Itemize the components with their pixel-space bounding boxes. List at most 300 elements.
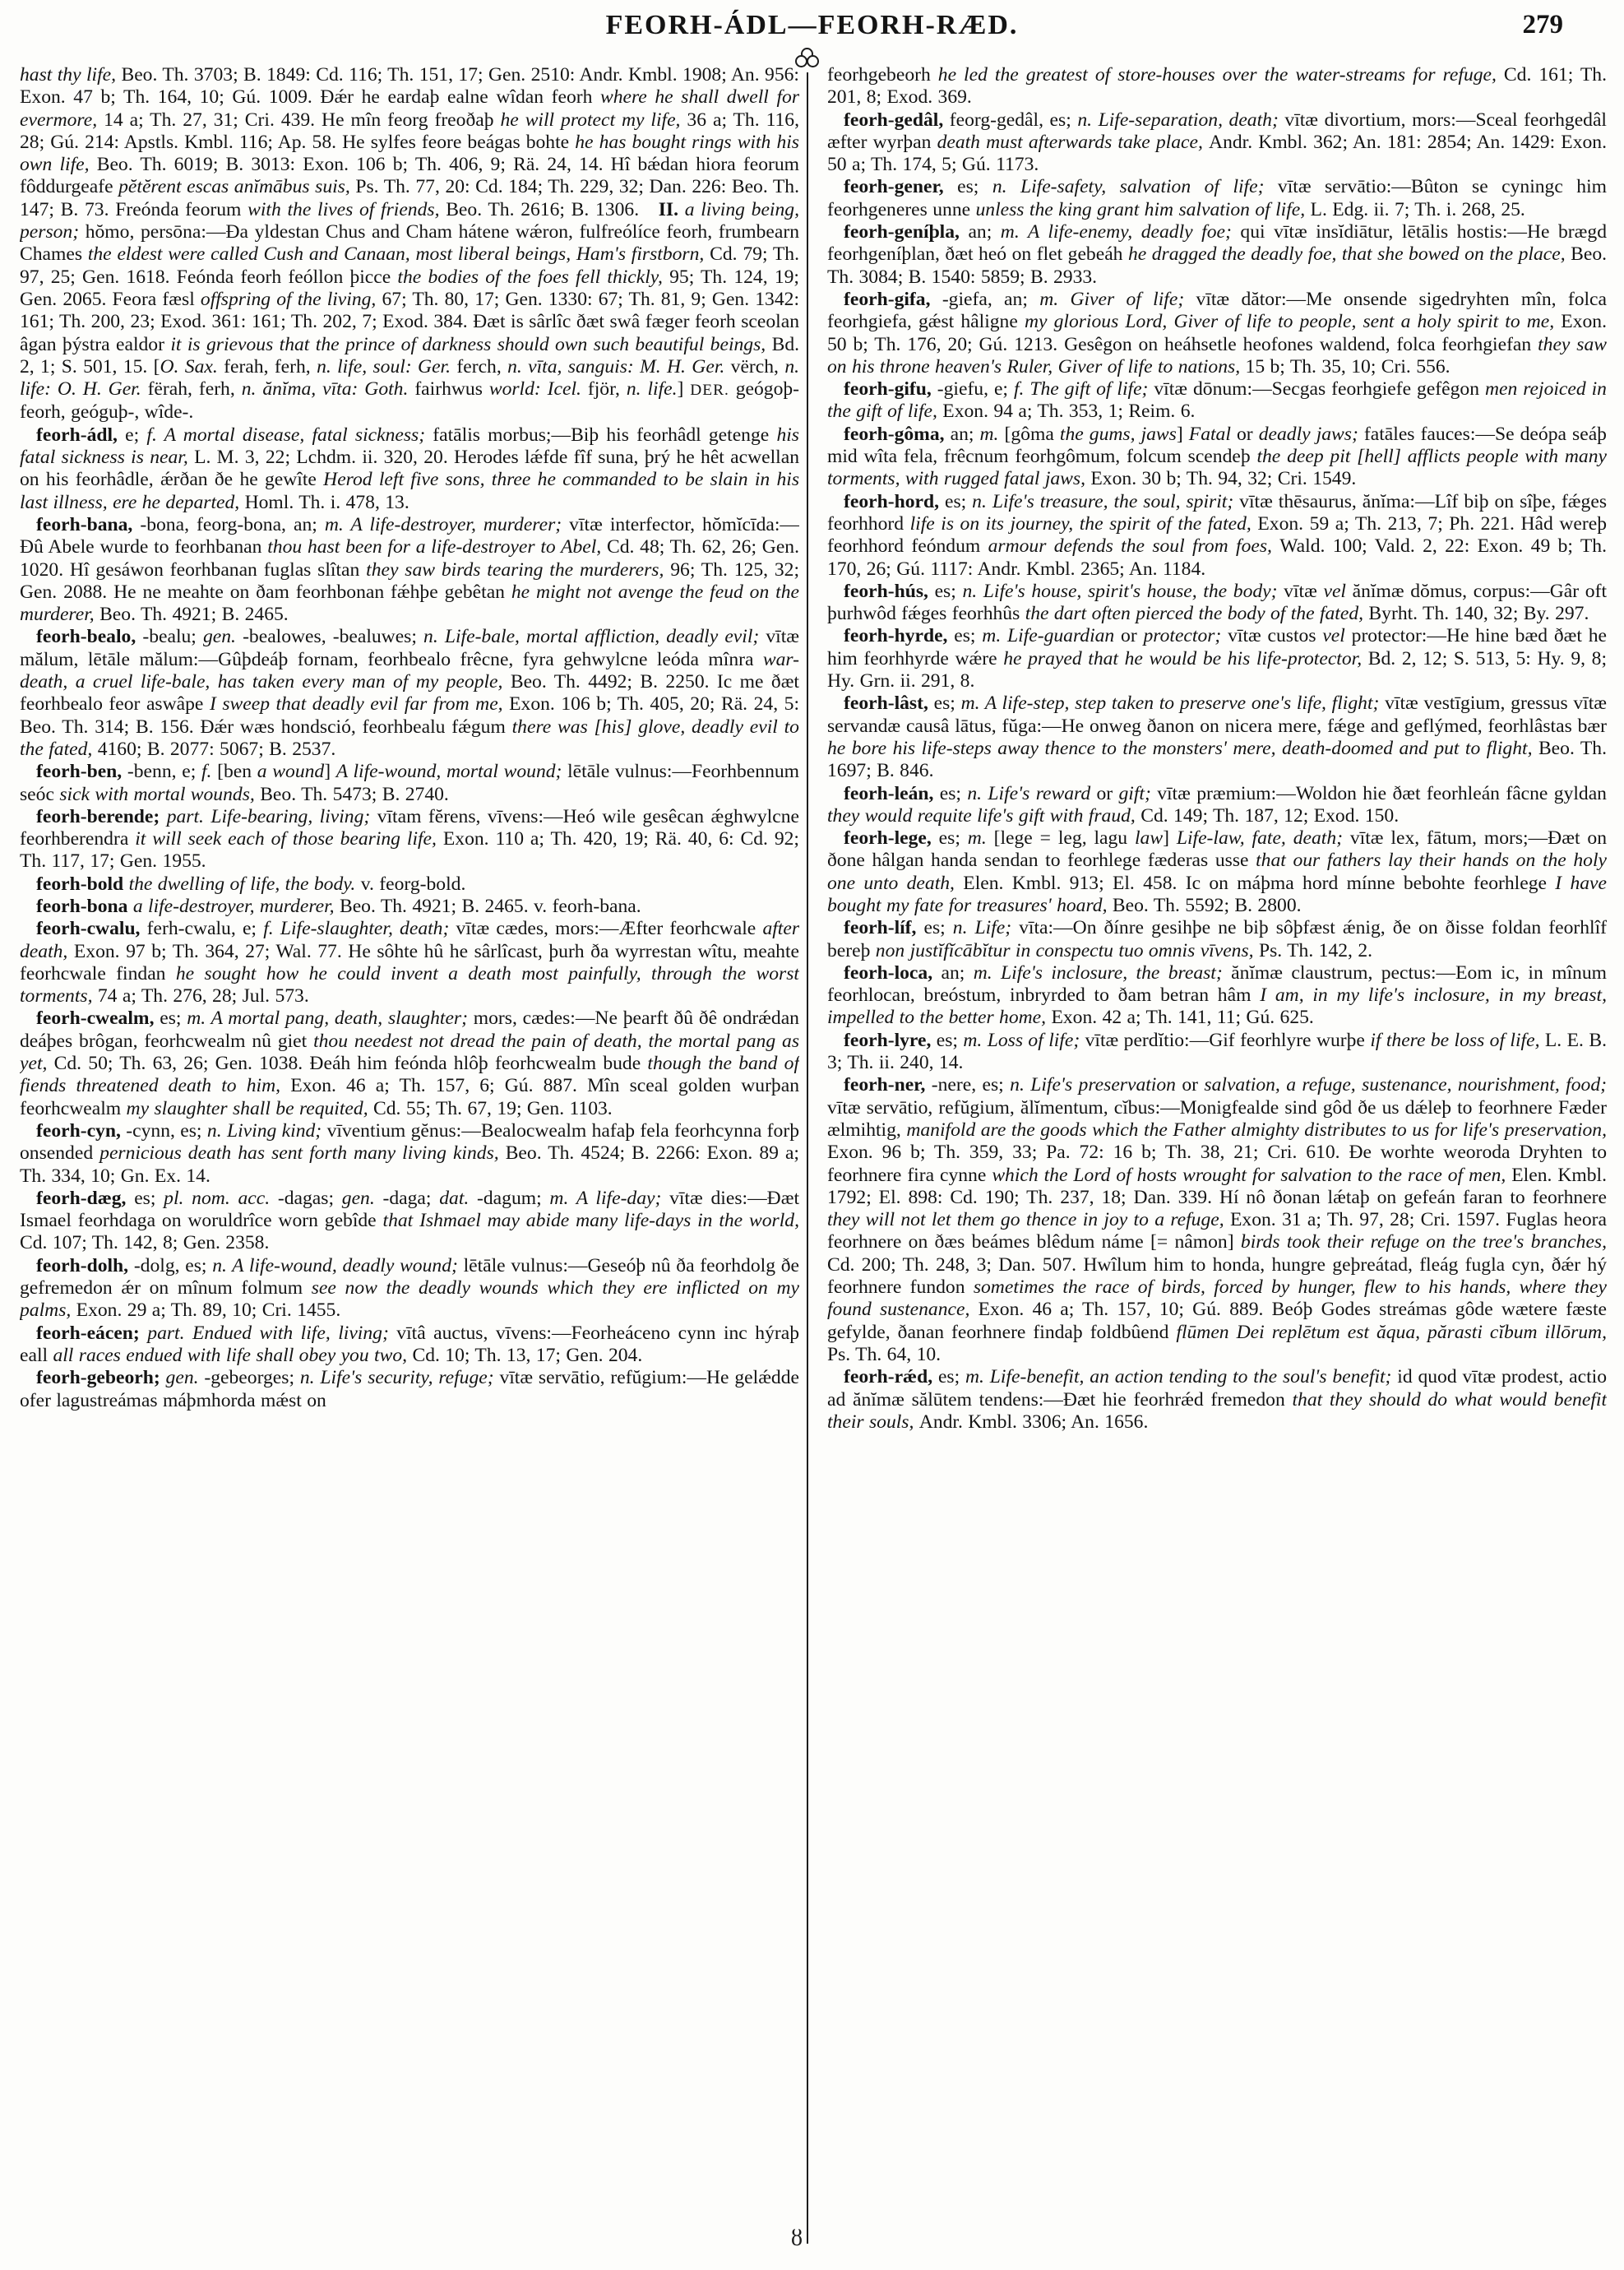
- text-segment: where he shall dwell for evermore,: [20, 86, 799, 131]
- text-segment: it will seek each of those bearing life,: [135, 828, 443, 850]
- text-segment: all races endued with life shall obey you two,: [53, 1344, 413, 1366]
- text-segment: they would requite life's gift with fraud,: [827, 804, 1141, 827]
- text-segment: m. Giver of life;: [1039, 288, 1196, 310]
- text-segment: n. A life-wound, deadly wound;: [212, 1254, 464, 1276]
- text-segment: Exon. 31 a; Th. 97, 28; Cri. 1597. Fuglas heora feorhnere on ðæs beámes blêdum náme [= nâmon]: [827, 1209, 1607, 1253]
- text-segment: es;: [936, 1029, 964, 1051]
- text-segment: es;: [934, 580, 963, 602]
- text-segment: Exon. 96 b; Th. 359, 33; Pa. 72: 16 b; Th. 38, 21; Cri. 610. Ðe worhte weoroda Dryhten to feorhnere fira cynne: [827, 1142, 1607, 1186]
- text-segment: ]: [1163, 827, 1177, 850]
- text-segment: law: [1135, 827, 1164, 850]
- text-segment: Andr. Kmbl. 362; An. 181: 2854; An. 1429: Exon. 50 a; Th. 174, 5; Gú. 1173.: [827, 131, 1607, 176]
- text-segment: manifold are the goods which the Father almighty distributes to us for life's preservation,: [906, 1119, 1607, 1141]
- text-segment: hast thy life,: [20, 64, 122, 86]
- text-segment: pĕtĕrent escas anĭmābus suis,: [118, 176, 356, 198]
- text-segment: Cd. 161; Th. 201, 8; Exod. 369.: [827, 64, 1607, 109]
- text-segment: feorh-lyre,: [844, 1029, 937, 1051]
- text-segment: f. A mortal disease, fatal sickness;: [146, 424, 433, 446]
- text-segment: n. life: O. H. Ger.: [20, 355, 799, 401]
- text-segment: offspring of the living,: [200, 288, 382, 310]
- text-segment: if there be loss of life,: [1370, 1029, 1545, 1051]
- text-segment: A life-wound, mortal wound;: [335, 761, 568, 783]
- text-segment: his fatal sickness is near,: [20, 424, 799, 469]
- text-segment: 36 a; Th. 116, 28; Gú. 214: Apstls. Kmbl. 116; Ap. 58. He sylfes feore beágas bohte: [20, 109, 799, 153]
- text-segment: m. Loss of life;: [963, 1029, 1085, 1051]
- text-segment: n. life, soul: Ger.: [317, 355, 457, 378]
- text-segment: vītæ: [1284, 580, 1324, 602]
- text-segment: m. A mortal pang, death, slaughter;: [187, 1008, 474, 1030]
- text-segment: vītæ dător:—Me onsende sigedryhten mîn, folca feorhgiefa, gǽst hâligne: [827, 288, 1607, 333]
- entry-feorh-bold: [20, 873, 799, 896]
- text-segment: vel: [1323, 580, 1353, 602]
- entry-feorh-daeg: [20, 1188, 799, 1255]
- text-segment: a living being, person;: [20, 198, 799, 243]
- text-segment: Beo. Th. 6019; B. 3013: Exon. 106 b; Th. 406, 9; Rä. 24, 14. Hî bǽdan hiora feorum fôddurgeafe: [20, 154, 799, 198]
- text-segment: n. Life;: [952, 917, 1020, 939]
- text-segment: hŏmo, persōna:—Ða yldestan Chus and Cham hátene wǽron, fulfreólíce feorh, frumbearn Chames: [20, 221, 799, 266]
- text-segment: the bodies of the foes fell thickly,: [397, 266, 670, 288]
- entry-feorh-gifa: [827, 289, 1607, 378]
- text-segment: feorh-lege,: [844, 827, 939, 850]
- text-segment: vīta:—On ðínre gesihþe ne biþ sôþfæst ǽnig, ðe on ðisse foldan feorhlîf bereþ: [827, 917, 1607, 961]
- column-left: [20, 64, 799, 2252]
- text-segment: feorh-líf,: [844, 917, 924, 939]
- text-segment: he bore his life-steps away thence to the monsters' mere, death-doomed and put to flight,: [827, 737, 1538, 759]
- text-segment: es;: [933, 693, 961, 715]
- entry-feorh-gebeorh: [20, 1367, 799, 1412]
- text-segment: Cd. 149; Th. 187, 12; Exod. 150.: [1141, 804, 1400, 827]
- text-segment: feorh-geníþla,: [844, 221, 969, 243]
- entry-feorh-loca: [827, 962, 1607, 1030]
- text-segment: vërch,: [730, 355, 785, 378]
- text-segment: death must afterwards take place,: [937, 131, 1210, 153]
- text-segment: -dagum;: [477, 1187, 550, 1209]
- text-segment: protector:—He hine bæd ðæt he him feorhhyrde wǽre: [827, 625, 1607, 669]
- text-segment: vītæ servātio:—Bûton se cyningc him feorhgeneres unne: [827, 176, 1607, 220]
- text-segment: the dart often pierced the body of the fated,: [1025, 603, 1369, 625]
- entry-feorh-hord: [827, 491, 1607, 581]
- running-head: [0, 10, 1624, 46]
- text-segment: Fatal: [1188, 423, 1237, 445]
- text-segment: fërah, ferh,: [147, 378, 242, 401]
- text-segment: there was [his] glove, deadly evil to the fated,: [20, 716, 799, 760]
- text-segment: feorh-gener,: [844, 176, 958, 198]
- text-segment: feorh-gifa,: [844, 288, 942, 310]
- text-segment: v. feorg-bold.: [360, 873, 466, 895]
- text-segment: birds took their refuge on the tree's branches,: [1240, 1231, 1607, 1253]
- text-segment: feorh-cyn,: [36, 1119, 127, 1142]
- text-segment: a wound: [257, 761, 325, 783]
- text-segment: ferah, ferh,: [224, 355, 317, 378]
- text-segment: es;: [944, 490, 973, 512]
- text-segment: n. Living kind;: [206, 1119, 327, 1142]
- entry-feorh-bealo: [20, 626, 799, 761]
- text-segment: Exon. 29 a; Th. 89, 10; Cri. 1455.: [76, 1299, 341, 1322]
- text-segment: feorh-cwealm,: [36, 1008, 160, 1030]
- text-segment: feorh-hord,: [844, 490, 945, 512]
- text-segment: an;: [950, 423, 980, 445]
- text-segment: -dolg, es;: [133, 1254, 213, 1276]
- entry-feorh-continued: [20, 64, 799, 424]
- text-segment: Ps. Th. 64, 10.: [827, 1343, 942, 1365]
- text-segment: m. A life-day;: [549, 1187, 670, 1209]
- text-segment: Ps. Th. 77, 20: Cd. 184; Th. 229, 32; Dan. 226: Beo. Th. 147; B. 73. Freónda feorum: [20, 176, 799, 220]
- text-segment: I am, in my life's inclosure, in my breast, impelled to the better home,: [827, 984, 1607, 1029]
- text-segment: ănĭmæ dŏmus, corpus:—Gâr oft þurhwôd fǽges feorhhûs: [827, 580, 1607, 625]
- text-segment: or: [1182, 1074, 1205, 1096]
- text-segment: feorhgebeorh: [827, 64, 938, 86]
- text-segment: m. A life-step, step taken to preserve one's life, flight;: [960, 693, 1386, 715]
- entry-feorh-cyn: [20, 1120, 799, 1188]
- text-segment: feorh-bold: [36, 873, 129, 895]
- text-segment: -benn, e;: [127, 761, 201, 783]
- text-segment: fairhwus: [414, 378, 489, 401]
- text-segment: -giefa, an;: [942, 288, 1040, 310]
- text-segment: ferh-cwalu, e;: [146, 918, 264, 940]
- text-segment: Exon. 97 b; Th. 364, 27; Wal. 77. He sôhte hû he sârlîcast, þurh ða wyrrestan wîtu, meahte feorhcwale findan: [20, 940, 799, 984]
- text-segment: Andr. Kmbl. 3306; An. 1656.: [918, 1411, 1149, 1433]
- text-segment: the dwelling of life, the body.: [128, 873, 361, 895]
- text-segment: vītæ divortium, mors:—Sceal feorhgedâl æfter wyrþan: [827, 109, 1607, 153]
- text-segment: 4160; B. 2077: 5067; B. 2537.: [97, 738, 336, 760]
- text-segment: fatālis morbus;—Biþ his feorhâdl getenge: [433, 424, 777, 446]
- text-segment: the gums, jaws: [1059, 423, 1177, 445]
- text-segment: id quod vītæ prodest, actio ad ănĭmæ sălūtem tendens:—Ðæt hie feorhrǽd fremedon: [827, 1366, 1607, 1411]
- text-segment: part. Life-bearing, living;: [166, 805, 377, 827]
- text-segment: ]: [324, 761, 336, 783]
- text-segment: vītæ custos: [1228, 625, 1323, 647]
- text-segment: flūmen Dei replētum est ăqua, părasti cĭbum illōrum,: [1176, 1321, 1607, 1343]
- text-segment: Exon. 46 a; Th. 157, 6; Gú. 887. Mîn sceal golden wurþan feorhcwealm: [20, 1075, 799, 1119]
- text-segment: that they should do what would benefit their souls,: [827, 1388, 1607, 1433]
- entry-feorh-dolh: [20, 1255, 799, 1323]
- entry-feorh-cwalu: [20, 918, 799, 1008]
- text-segment: I sweep that deadly evil far from me,: [209, 693, 510, 716]
- column-right: [827, 64, 1607, 2252]
- text-segment: lētāle vulnus:—Feorhbennum seóc: [20, 761, 799, 805]
- text-segment: world: Icel.: [488, 378, 588, 401]
- text-segment: es;: [937, 1366, 965, 1388]
- text-segment: they saw birds tearing the murderers,: [366, 558, 671, 581]
- text-segment: feorh-bealo,: [36, 626, 143, 648]
- text-segment: war-death, a cruel life-bale, has taken every man of my people,: [20, 648, 799, 693]
- text-segment: vītæ lex, fātum, mors;—Ðæt on ðone hâlgan handa sendan to feorhlege fæderas usse: [827, 827, 1607, 872]
- text-segment: -gebeorges;: [204, 1367, 300, 1389]
- entry-feorh-eacen: [20, 1323, 799, 1368]
- text-segment: Beo. Th. 4524; B. 2266: Exon. 89 a; Th. 334, 10; Gn. Ex. 14.: [20, 1142, 799, 1187]
- text-segment: 74 a; Th. 276, 28; Jul. 573.: [97, 985, 309, 1008]
- text-segment: my slaughter shall be requited,: [126, 1097, 373, 1119]
- text-segment: though the band of fiends threatened death to him,: [20, 1053, 799, 1097]
- text-segment: feorh-ádl,: [36, 424, 126, 446]
- entry-feorh-adl: [20, 424, 799, 514]
- text-segment: men rejoiced in the gift of life,: [827, 378, 1607, 423]
- text-segment: Beo. Th. 5592; B. 2800.: [1112, 894, 1302, 916]
- text-segment: feorh-bana,: [36, 513, 141, 535]
- text-segment: vītam fĕrens, vīvens:—Heó wile gesêcan ǽghwylcne feorhberendra: [20, 805, 799, 850]
- text-segment: Cd. 50; Th. 63, 26; Gen. 1038. Ðeáh him feónda hlôþ feorhcwealm bude: [53, 1053, 648, 1075]
- entry-feorh-gifu: [827, 378, 1607, 424]
- text-segment: he dragged the deadly foe, that she bowed on the place,: [1127, 243, 1571, 266]
- text-segment: Exon. 42 a; Th. 141, 11; Gú. 625.: [1051, 1007, 1314, 1029]
- text-segment: gen.: [165, 1367, 205, 1389]
- page-title: FEORH-ÁDL—FEORH-RÆD.: [605, 10, 1019, 40]
- text-segment: Beo. Th. 3703; B. 1849: Cd. 116; Th. 151, 17; Gen. 2510: Andr. Kmbl. 1908; An. 956: Exon. 47 b; Th. 164, 10; Gú. 1009. Ðǽr he eardaþ ealne wîdan feorh: [20, 64, 799, 109]
- text-segment: or: [1121, 625, 1144, 647]
- text-segment: lētāle vulnus:—Geseóþ nû ða feorhdolg ðe gefremedon ǽr on mînum folmum: [20, 1254, 799, 1299]
- text-segment: 14 a; Th. 27, 31; Cri. 439. He mîn feorg freoðaþ: [104, 109, 501, 131]
- text-segment: a life-destroyer, murderer,: [132, 895, 340, 917]
- entry-feorh-gedal: [827, 109, 1607, 177]
- text-segment: feorh-hús,: [844, 580, 935, 602]
- text-segment: n. life.: [626, 378, 678, 401]
- text-segment: he might not avenge the feud on the murderer,: [20, 581, 799, 626]
- text-columns: [20, 64, 1607, 2252]
- text-segment: which the Lord of hosts wrought for salvation to the race of men,: [992, 1164, 1512, 1186]
- text-segment: Exon. 106 b; Th. 405, 20; Rä. 24, 5: Beo. Th. 314; B. 156. Ðǽr wæs hondsció, feorhbealu fǽgum: [20, 693, 799, 738]
- text-segment: m. Life-benefit, an action tending to the soul's benefit;: [965, 1366, 1398, 1388]
- text-segment: unless the king grant him salvation of life,: [975, 198, 1311, 220]
- text-segment: Cd. 107; Th. 142, 8; Gen. 2358.: [20, 1232, 270, 1254]
- text-segment: [gôma: [1004, 423, 1060, 445]
- text-segment: feorh-loca,: [844, 961, 942, 984]
- text-segment: pernicious death has sent forth many living kinds,: [99, 1142, 506, 1165]
- text-segment: Bd. 2, 12; S. 513, 5: Hy. 9, 8; Hy. Grn. ii. 291, 8.: [827, 647, 1607, 693]
- text-segment: n. Life's house, spirit's house, the body;: [962, 580, 1284, 602]
- entry-feorh-lif: [827, 917, 1607, 962]
- text-segment: vīventium gĕnus:—Bealocwealm hafaþ fela feorhcynna forþ onsended: [20, 1119, 799, 1165]
- entry-feorh-gener: [827, 176, 1607, 221]
- text-segment: see now the deadly wounds which they ere inflicted on my palms,: [20, 1277, 799, 1322]
- text-segment: feorh-ben,: [36, 761, 127, 783]
- entry-feorh-bona: [20, 896, 799, 918]
- text-segment: Elen. Kmbl. 913; El. 458. Ic on máþma hord mínne bebohte feorhlege: [963, 872, 1556, 894]
- text-segment: es;: [939, 782, 968, 804]
- text-segment: feorh-gôma,: [844, 423, 951, 445]
- entry-feorh-hus: [827, 581, 1607, 626]
- text-segment: I have bought my fate for treasures' hoard,: [827, 872, 1607, 916]
- text-segment: feorh-ner,: [844, 1074, 932, 1096]
- text-segment: f.: [201, 761, 218, 783]
- text-segment: Byrht. Th. 140, 32; By. 297.: [1368, 603, 1589, 625]
- text-segment: 96; Th. 125, 32; Gen. 2088. He ne meahte on ðam feorhbonan fǽhþe gebêtan: [20, 558, 799, 603]
- text-segment: feorh-gebeorh;: [36, 1367, 166, 1389]
- text-segment: life is on its journey, the spirit of the fated,: [909, 512, 1258, 535]
- entry-feorh-ner: [827, 1074, 1607, 1366]
- text-segment: m. A life-enemy, deadly foe;: [1000, 221, 1241, 243]
- text-segment: vel: [1322, 625, 1352, 647]
- entry-feorh-lean: [827, 783, 1607, 828]
- text-segment: ferch,: [456, 355, 508, 378]
- text-segment: es;: [957, 176, 992, 198]
- text-segment: m. A life-destroyer, murderer;: [324, 513, 570, 535]
- text-segment: 67; Th. 80, 17; Gen. 1330: 67; Th. 81, 9; Gen. 1342: 161; Th. 200, 23; Exod. 361: 161; Th. 202, 7; Exod. 384. Ðæt is sârlîc ðæt swâ fæger feorh sceolan âgan þýstra ealdor: [20, 288, 799, 355]
- text-segment: with the lives of friends,: [248, 198, 446, 220]
- text-segment: Exon. 94 a; Th. 353, 1; Reim. 6.: [942, 401, 1196, 423]
- text-segment: ]: [677, 378, 691, 401]
- text-segment: he led the greatest of store-houses over the water-streams for refuge,: [937, 64, 1504, 86]
- text-segment: the deep pit [hell] afflicts people with many torments, with rugged fatal jaws,: [827, 446, 1607, 490]
- text-segment: -cynn, es;: [126, 1119, 207, 1142]
- text-segment: feorh-gifu,: [844, 378, 937, 401]
- text-segment: qui vītæ insĭdiātur, lētālis hostis:—He brægd feorhgeníþlan, ðæt heó on flet gebeáh: [827, 221, 1607, 266]
- text-segment: they saw on his throne heaven's Ruler, Giver of life to nations,: [827, 333, 1607, 378]
- text-segment: m.: [979, 423, 1005, 445]
- text-segment: -dagas;: [277, 1187, 342, 1209]
- text-segment: Beo. Th. 4492; B. 2250. Ic me ðæt feorhbealo feor aswâpe: [20, 671, 799, 716]
- entry-feorh-raed: [827, 1366, 1607, 1434]
- text-segment: feorh-dolh,: [36, 1254, 134, 1276]
- text-segment: Cd. 48; Th. 62, 26; Gen. 1020. Hî gesáwon feorhbanan fuglas slîtan: [20, 536, 799, 581]
- text-segment: feorh-bona: [36, 895, 133, 917]
- text-segment: vītæ vestīgium, gressus vītæ servandæ causâ lātus, fŭga:—He onweg ðanon on nicera mere, fǽge and geflýmed, feorhlâstas bær: [827, 693, 1607, 737]
- text-segment: Exon. 59 a; Th. 213, 7; Ph. 221. Hâd wereþ feorhhord feóndum: [827, 512, 1607, 558]
- text-segment: [lege = leg, lagu: [993, 827, 1135, 850]
- text-segment: feorh-dæg,: [36, 1187, 135, 1209]
- text-segment: II.: [658, 198, 685, 220]
- text-segment: vītæ servātio, refŭgium:—He gelǽdde ofer lagustreámas máþmhorda mǽst on: [20, 1367, 799, 1411]
- text-segment: after death,: [20, 918, 799, 962]
- text-segment: Elen. Kmbl. 1792; El. 898: Cd. 190; Th. 237, 18; Dan. 339. Hí nô ðonan lǽtaþ on gefeán faran to feorhnere: [827, 1164, 1607, 1208]
- text-segment: Cd. 200; Th. 248, 3; Dan. 507. Hwîlum him to honda, hungre geþreátad, fleág fugla cyn, ðǽr hý feorhnere fundon: [827, 1253, 1607, 1299]
- text-segment: vītæ mălum, lētāle mălum:—Gûþdeáþ fornam, feorhbealo frêcne, fyra gehwylcne leóda mînra: [20, 626, 799, 670]
- text-segment: m. Life-guardian: [982, 625, 1122, 647]
- text-segment: vītæ interfector, hŏmĭcīda:—Ðû Abele wurde to feorhbanan: [20, 513, 799, 558]
- text-segment: vītæ dōnum:—Secgas feorhgiefe gefêgon: [1154, 378, 1485, 401]
- text-segment: m. Life's inclosure, the breast;: [973, 961, 1232, 984]
- text-segment: that our fathers lay their hands on the holy one unto death,: [827, 850, 1607, 894]
- text-segment: n. ănĭma, vīta: Goth.: [241, 378, 415, 401]
- text-segment: non justĭfĭcābĭtur in conspectu tuo omnis vīvens,: [875, 939, 1259, 961]
- text-segment: it is grievous that the prince of darkness should own such beautiful beings,: [170, 333, 772, 355]
- text-segment: pl. nom. acc.: [164, 1187, 278, 1209]
- text-segment: es;: [923, 917, 953, 939]
- text-segment: Beo. Th. 2616; B. 1306.: [446, 198, 659, 220]
- text-segment: vītæ servātio, refŭgium, ălĭmentum, cĭbus:—Monigfealde sind gôd ðe us dǽleþ to feorhnere Fæder ælmihtig,: [827, 1096, 1607, 1141]
- text-segment: or: [1096, 782, 1119, 804]
- text-segment: Exon. 30 b; Th. 94, 32; Cri. 1549.: [1090, 468, 1357, 490]
- entry-feorh-bana: [20, 514, 799, 626]
- text-segment: vītæ cædes, mors:—Æfter feorhcwale: [456, 918, 763, 940]
- text-segment: that Ishmael may abide many life-days in the world,: [382, 1210, 799, 1232]
- text-segment: Cd. 10; Th. 13, 17; Gen. 204.: [412, 1344, 643, 1366]
- entry-feorh-berende: [20, 806, 799, 873]
- text-segment: geógoþ-feorh, geóguþ-, wîde-.: [20, 378, 799, 424]
- entry-feorh-last: [827, 693, 1607, 782]
- entry-feorh-goma: [827, 424, 1607, 491]
- text-segment: he will protect my life,: [500, 109, 687, 131]
- text-segment: n. Life-separation, death;: [1077, 109, 1285, 131]
- text-segment: Life-law, fate, death;: [1176, 827, 1350, 850]
- text-segment: the eldest were called Cush and Canaan, most liberal beings, Ham's firstborn,: [87, 243, 710, 266]
- text-segment: n. Life's treasure, the soul, spirit;: [972, 490, 1240, 512]
- text-segment: vītæ dies:—Ðæt Ismael feorhdaga on woruldrîce worn gebîde: [20, 1187, 799, 1232]
- text-segment: -bona, feorg-bona, an;: [140, 513, 325, 535]
- text-segment: feorh-eácen;: [36, 1322, 148, 1344]
- text-segment: Bd. 2, 1; S. 501, 15. [: [20, 333, 799, 378]
- text-segment: or: [1237, 423, 1259, 445]
- text-segment: n. Life's reward: [967, 782, 1097, 804]
- text-segment: Beo. Th. 5473; B. 2740.: [260, 783, 449, 805]
- text-segment: Homl. Th. i. 478, 13.: [244, 491, 409, 513]
- text-segment: [ben: [217, 761, 257, 783]
- text-segment: es;: [954, 625, 983, 647]
- text-segment: they will not let them go thence in joy to a refuge,: [827, 1209, 1230, 1231]
- text-segment: f. The gift of life;: [1013, 378, 1154, 401]
- text-segment: vītâ auctus, vīvens:—Feorheáceno cynn inc hýraþ eall: [20, 1322, 799, 1366]
- entry-feorh-gebeorh-cont: [827, 64, 1607, 109]
- text-segment: feorg-gedâl, es;: [949, 109, 1078, 131]
- text-segment: Cd. 79; Th. 97, 25; Gen. 1618. Feónda feorh feóllon þicce: [20, 243, 799, 288]
- text-segment: gift;: [1118, 782, 1158, 804]
- text-segment: fjör,: [587, 378, 627, 401]
- text-segment: L. M. 3, 22; Lchdm. ii. 320, 20. Herodes lǽfde fîf suna, þrý he hêt acwellan on his feorhâdle, ǽrðan ðe he gewîte: [20, 447, 799, 491]
- text-segment: ]: [1176, 423, 1189, 445]
- text-segment: vītæ thēsaurus, ănĭma:—Lîf biþ on sîþe, fǽges feorhhord: [827, 490, 1607, 535]
- text-segment: an;: [941, 961, 974, 984]
- text-segment: feorh-gedâl,: [844, 109, 950, 131]
- entry-feorh-ben: [20, 761, 799, 806]
- text-segment: vītæ perdĭtio:—Gif feorhlyre wurþe: [1085, 1029, 1371, 1051]
- text-segment: Wald. 100; Vald. 2, 22: Exon. 49 b; Th. 170, 26; Gú. 1117: Andr. Kmbl. 2365; An. 1184.: [827, 535, 1607, 580]
- text-segment: es;: [938, 827, 968, 850]
- entry-feorh-genipla: [827, 221, 1607, 289]
- text-segment: L. E. B. 3; Th. ii. 240, 14.: [827, 1029, 1607, 1074]
- text-segment: Beo. Th. 1697; B. 846.: [827, 737, 1607, 782]
- text-segment: Cd. 55; Th. 67, 19; Gen. 1103.: [373, 1097, 613, 1119]
- entry-feorh-cwealm: [20, 1008, 799, 1119]
- text-segment: he prayed that he would be his life-protector,: [1003, 647, 1368, 669]
- text-segment: n. Life-safety, salvation of life;: [992, 176, 1278, 198]
- text-segment: -nere, es;: [931, 1074, 1011, 1096]
- text-segment: feorh-cwalu,: [36, 918, 147, 940]
- text-segment: -bealu;: [142, 626, 203, 648]
- text-segment: armour defends the soul from foes,: [988, 535, 1280, 558]
- text-segment: Herod left five sons, three he commanded to be slain in his last illness, ere he departed,: [20, 469, 799, 513]
- text-segment: part. Endued with life, living;: [147, 1322, 397, 1344]
- text-segment: deadly jaws;: [1258, 423, 1364, 445]
- entry-feorh-lege: [827, 827, 1607, 917]
- text-segment: Ps. Th. 142, 2.: [1258, 939, 1373, 961]
- text-segment: Beo. Th. 4921; B. 2465.: [99, 604, 289, 626]
- text-segment: -giefu, e;: [937, 378, 1014, 401]
- text-segment: Exon. 110 a; Th. 420, 19; Rä. 40, 6: Cd. 92; Th. 117, 17; Gen. 1955.: [20, 828, 799, 873]
- page-number: 279: [1522, 10, 1563, 39]
- text-segment: -bealowes, -bealuwes;: [243, 626, 424, 648]
- text-segment: n. Life's preservation: [1010, 1074, 1182, 1096]
- text-segment: feorh-hyrde,: [844, 625, 955, 647]
- text-segment: O. Sax.: [160, 355, 224, 378]
- text-segment: 95; Th. 124, 19; Gen. 2065. Feora fæsl: [20, 266, 799, 310]
- text-segment: n. Life's security, refuge;: [299, 1367, 500, 1389]
- text-segment: he has bought rings with his own life,: [20, 131, 799, 176]
- text-segment: f. Life-slaughter, death;: [263, 918, 456, 940]
- text-segment: e;: [125, 424, 147, 446]
- text-segment: mors, cædes:—Ne þearft ðû ðê ondrǽdan deáþes brôgan, feorhcwealm nû giet: [20, 1008, 799, 1052]
- text-segment: n. Life-bale, mortal affliction, deadly evil;: [423, 626, 766, 648]
- text-segment: thou hast been for a life-destroyer to Abel,: [267, 536, 607, 558]
- text-segment: vītæ præmium:—Woldon hie ðæt feorhleán fâcne gyldan: [1157, 782, 1607, 804]
- text-segment: n. vīta, sanguis: M. H. Ger.: [507, 355, 731, 378]
- text-segment: L. Edg. ii. 7; Th. i. 268, 25.: [1310, 198, 1525, 220]
- text-segment: -daga;: [382, 1187, 440, 1209]
- text-segment: Beo. Th. 3084; B. 1540: 5859; B. 2933.: [827, 243, 1607, 288]
- text-segment: feorh-rǽd,: [844, 1366, 938, 1388]
- bottom-press-mark: ȣ: [791, 2226, 803, 2251]
- text-segment: gen.: [341, 1187, 383, 1209]
- text-segment: thou needest not dread the pain of death, the mortal pang as yet,: [20, 1030, 799, 1075]
- text-segment: Beo. Th. 4921; B. 2465. v. feorh-bana.: [339, 895, 641, 917]
